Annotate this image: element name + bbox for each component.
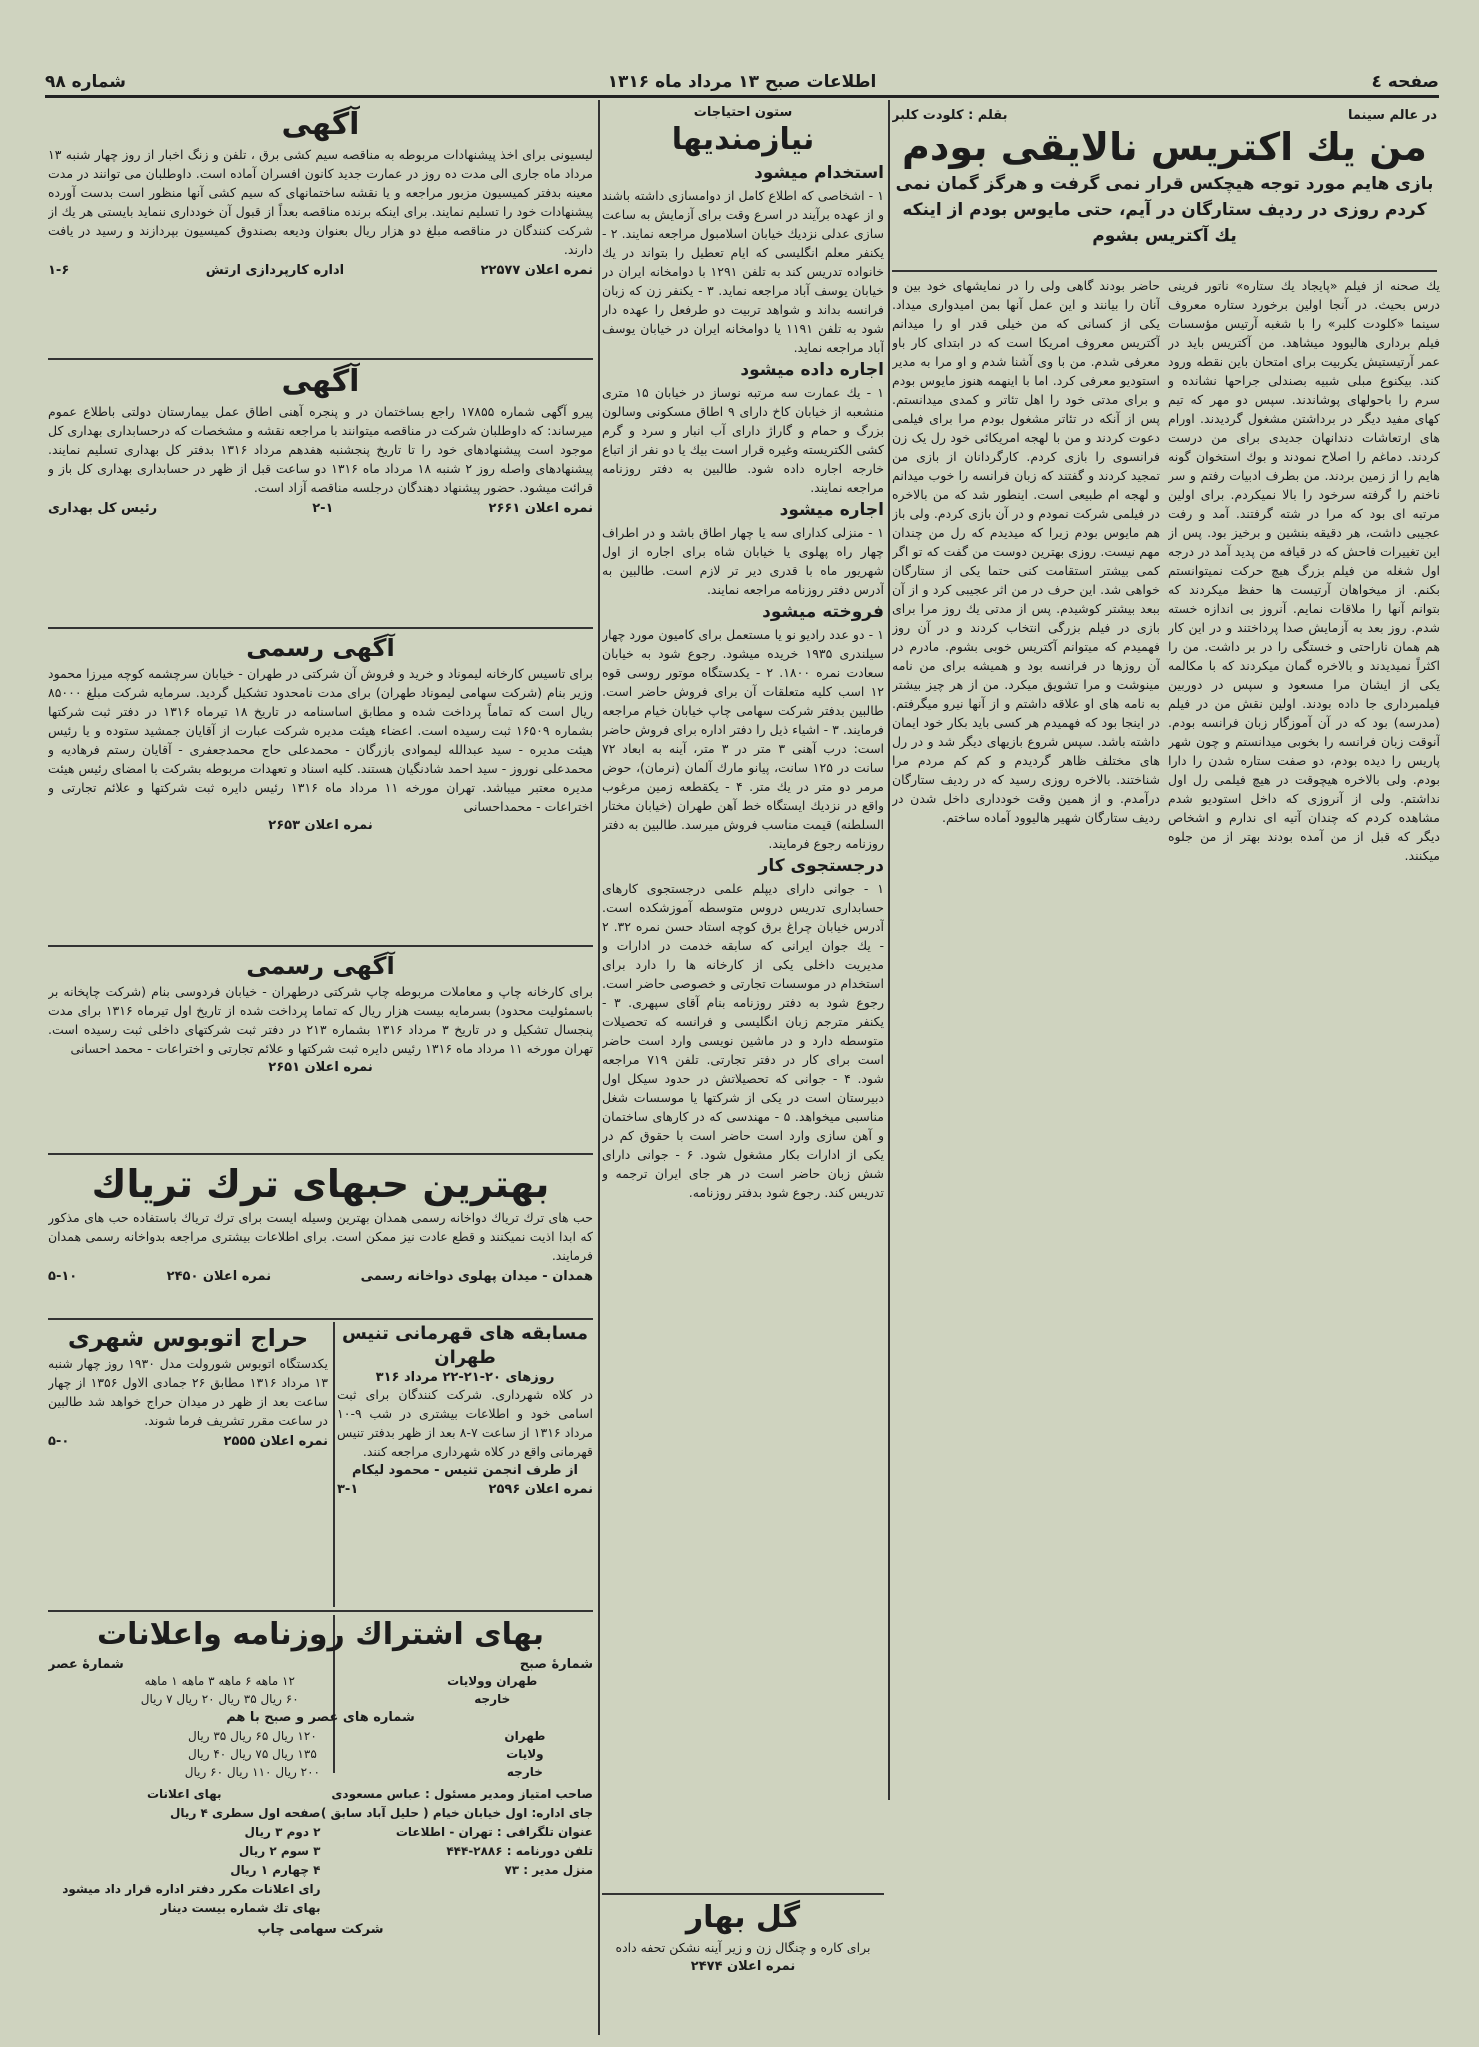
column-rule [598,100,600,2035]
ad-note: رای اعلانات مکرر دفتر اداره قرار داد میشود [62,1882,321,1896]
ad-number: نمره اعلان ۲۲۵۷۷ [480,263,593,278]
ad-title: گل بهار [685,1900,801,1935]
evening-label: شمارهٔ عصر [48,1657,124,1672]
article-column-1 [1168,276,1440,2026]
ad-price-row: ۴ چهارم ۱ ریال [230,1863,321,1877]
article-column-2 [892,276,1160,2026]
row-label: طهران [504,1729,546,1743]
printer: شرکت سهامی چاپ [257,1922,384,1937]
rule [48,1153,593,1155]
ad-price-list [48,1785,321,1918]
row-label: خارجه [506,1765,543,1779]
section-text: ۱ - دو عدد رادیو نو یا مستعمل برای کامیون مورد چهار سیلندری ۱۹۳۵ خریده میشود. رجوع شود به خیابان سعادت نمره ۱۸۰۰. ۲ - یکدستگاه موتور روسی قوه ۱۲ اسب کلیه متعلقات آن برای فروش حاضر است. طالبین بدفتر شرکت سهامی چاپ خیابان خیام مراجعه فرمایند. ۳ - اشیاء ذیل را دفتر اداره برای فروش حاضر است: درب آهنی ۳ متر در ۳ متر، آینه به ابعاد ۷۲ سانت در ۱۲۵ سانت، پیانو مارك آلمان (نرمان)، حوض مرمر دو متر در یك متر. ۴ - یکقطعه زمین مرغوب واقع در نزدیك ایستگاه خط آهن طهران (خیابان مختار السلطنه) قیمت مناسب فروش میرسد. طالبین به دفتر روزنامه رجوع فرمایند. [602,627,884,851]
ad-number: نمره اعلان ۲۶۵۱ [268,1060,373,1075]
ad-text: حب های ترك تریاك دواخانه رسمی همدان بهترین وسیله ایست برای ترك تریاك باستفاده حب های مذکور که ابدا اذیت نمیکنند و قطع عادت نیز ممکن است. برای اطلاعات بیشتری مراجعه بدواخانه رسمی همدان فرمایند. [48,1210,593,1263]
ad-number: نمره اعلان ۲۴۵۰ [166,1269,272,1284]
ad-number: نمره اعلان ۲۵۹۶ [488,1482,593,1497]
ad-title: حراج اتوبوس شهری [67,1324,309,1352]
ad-title: آگهی رسمی [246,952,395,980]
ad-title: بهترین حبهای ترك تریاك [91,1162,550,1206]
rule [48,1610,593,1612]
ad-code: ۲-۱ [312,501,334,516]
row-label: طهران وولایات [447,1674,538,1688]
ad-text: در کلاه شهرداری. شرکت کنندگان برای ثبت اسامی خود و اطلاعات بیشتری در شب ۹-۱۰ مرداد ۱۳۱۶ از ساعت ۷-۸ بعد از ظهر بدفتر تنیس قهرمانی واقع در کلاه شهرداری مراجعه کنند. [337,1387,593,1459]
morning-label: شمارهٔ صبح [519,1657,593,1672]
column-rule [333,1322,335,1607]
home-phone: منزل مدیر : ۷۳ [504,1863,593,1877]
ad-signature: از طرف انجمن تنیس - محمود لیکام [351,1463,579,1478]
section-heading: فروخته میشود [762,602,884,622]
table-row [48,1690,593,1708]
section-heading: اجاره میشود [779,500,884,520]
section-text: ۱ - جوانی دارای دیپلم علمی درجستجوی کارهای حسابداری تدریس دروس متوسطه آموزشکده است. آدرس خیابان چراغ برق کوچه استاد حسن نمره ۳۲. ۲ - یك جوان ایرانی که سابقه خدمت در ادارات و مدیریت داخلی یکی از کارخانه ها را دارد برای استخدام در موسسات تجارتی و خصوصی حاضر است. رجوع شود به دفتر روزنامه بنام آقای سپهری. ۳ - یکنفر مترجم زبان انگلیسی و فرانسه که تحصیلات متوسطه دارد و در ماشین نویسی وارد است حاضر است برای کار در دفتر تجارتی. تلفن ۷۱۹ مراجعه شود. ۴ - جوانی که تحصیلاتش در حدود سیکل اول دبیرستان است در یکی از شرکتها یا موسسات شغل مناسبی میخواهد. ۵ - مهندسی که در کارهای ساختمان و آهن سازی وارد است حاضر است با حقوق کم در یکی از ادارات بکار مشغول شود. ۶ - جوانی دارای شش زبان حاضر است در هر جای ایران ترجمه و تدریس کند. رجوع شود بدفتر روزنامه. [602,881,884,1200]
ad-text: برای تاسیس کارخانه لیموناد و خرید و فروش آن شرکتی در طهران - خیابان سرچشمه کوچه میرزا محمود وزیر بنام (شرکت سهامی لیموناد طهران) برای مدت نامحدود تشکیل گردید. سرمایه شرکت مبلغ ۸۵۰۰۰ ریال است که تماماً پرداخت شده و مطابق اساسنامه در تاریخ ۱۸ تیرماه ۱۳۱۶ در دفتر ثبت شرکتها بشماره ۱۶۵۰۹ ثبت رسیده است. اعضاء هیئت مدیره شرکت عبارت از آقایان جمشید ستوده و یا رئیس هیئت مدیره - سید عبدالله لیموادی بازرگان - محمدعلی حاج محمدجعفری - آقایان رستم فرهادیه و محمدعلی نوروز - سید احمد شادنگیان هستند. کلیه اسناد و تعهدات مربوطه بشرکت با امضای رئیس هیئت مدیره معتبر میباشد. تهران مورخه ۱۱ مرداد ماه ۱۳۱۶ رئیس دایره ثبت شرکتها و علائم تجارتی و اختراعات - محمداحسانی [48,666,593,814]
row-label: خارجه [474,1692,511,1706]
ad-signature: رئیس کل بهداری [48,501,158,516]
official-notice-2 [48,950,593,1150]
column-rule [888,100,890,1800]
ad-text: لیسیونی برای اخذ پیشنهادات مربوطه به مناقصه سیم کشی برق ، تلفن و زنگ اخبار از روز چهار شنبه ۱۳ مرداد ماه جاری الی مدت ده روز در عمارت جدید کانون افسران آماده است. داوطلبان می توانند در مدت معینه بدفتر کمیسیون مزبور مراجعه و یا نقشه ساختمانهای که سیم کشی آنها منظور است بدست آورده پیشنهادات خود را تسلیم نمایند. برای اینکه برنده مناقصه بعداً از قبول آن خودداری ننماید بایستی هر یك از شرکت کنندگان در مناقصه مبلغ دو هزار ریال بعنوان ودیعه بصندوق کمیسیون بپردازند و رسید در یافت دارند. [48,147,593,257]
column-label: ستون احتیاجات [693,105,793,120]
section-text: ۱ - یك عمارت سه مرتبه نوساز در خیابان ۱۵ متری منشعبه از خیابان کاخ دارای ۹ اطاق مسکونی وسالون بزرگ و حمام و گاراژ دارای آب انبار و سرد و گرم کشی الکتریسته وغیره قرار است بیك یا دو نفر از اتباع خارجه اجاره داده شود. طالبین به دفتر روزنامه مراجعه نمایند. [602,385,884,495]
bus-auction-ad [48,1322,328,1607]
row-value: ۶۰ ریال ۳۵ ریال ۲۰ ریال ۷ ریال [140,1692,299,1706]
ad-number: نمره اعلان ۲۶۶۱ [488,501,593,516]
section-heading: اجاره داده میشود [740,360,884,380]
rule [48,627,593,629]
issue-number: شماره ۹۸ [45,72,127,92]
ad-number: نمره اعلان ۲۵۵۵ [223,1434,328,1449]
byline: بقلم : کلودت کلبر [892,108,1008,123]
ad-title: مسابقه های قهرمانی تنیس طهران [341,1323,589,1368]
flower-ad [602,1898,884,2028]
ad-text: پیرو آگهی شماره ۱۷۸۵۵ راجع بساختمان در و پنجره آهنی اطاق عمل بیمارستان دولتی باطلاع عموم میرساند: که داوطلبان شرکت در مناقصه میتوانند با مراجعه نقشه و مشخصات که درحسابداری بهداری کل موجود است پیشنهادهای خود را تا تاریخ پنجشنبه هفدهم مرداد ۱۳۱۶ بدفتر کل بهداری تسلیم نمایند. پیشنهادهای واصله روز ۲ شنبه ۱۸ مرداد ماه ۱۳۱۶ دو ساعت قبل از ظهر در حسابداری بهداری کل باز و قرائت میشود. حضور پیشنهاد دهندگان درجلسه مناقصه آزاد است. [48,404,593,495]
row-value: ۱۲ ماهه ۶ ماهه ۳ ماهه ۱ ماهه [144,1674,295,1688]
ad-number: نمره اعلان ۲۶۵۳ [268,818,373,833]
combined-label: شماره های عصر و صبح با هم [226,1710,415,1725]
table-row [48,1672,593,1690]
ad-title: آگهی [281,107,360,142]
issue-date: اطلاعات صبح ۱۳ مرداد ماه ۱۳۱۶ [607,72,877,92]
article-subtitle: بازی هایم مورد توجه هیچکس قرار نمی گرفت و هرگز گمان نمی کردم روزی در ردیف ستارگان در آیم، حتی مایوس بودم از اینکه یك آکتریس بشوم [895,174,1434,246]
rule [48,358,593,360]
publisher-info [321,1785,594,1918]
owner: صاحب امتیاز ومدیر مسئول : عباس مسعودی [331,1787,593,1801]
ad-price-row: صفحه اول سطری ۴ ریال [170,1806,321,1820]
rule [892,270,1437,272]
article-text: یك صحنه از فیلم «پایجاد یك ستاره» ناتور فرینی درس بحیث. در آنجا اولین برخورد ستاره معروف سینما «كلودت كلبر» را با شغبه آرتیس مؤسسات فیلم برداری هالیوود میشاهد. من آکتریس باید در عمر آرتیستیش یکربیت برای امتحان باین نقطه ورود کند. بیکنوع مبلی شبیه بصندلی جراحها نشانده و سرم را باحولهای پوشاندند. سپس دو مهر که تیم کهای مفید دیگر در برداشتن مشغول گردیدند. اورام های ارتعاشات دندانهان جدیدی برای من درست کردند. دماغم را اصلاح نمودند و بوك استخوان گونه هایم را از زمین بردند. من بطرف ادبیات رفتم و سر ناخنم را گرفته سرخود را بالا نمیکردم. برای اولین مرتبه ای بود که مرا در شته گرفتند. آمد و رفت عجیبی داشت، هر دقیقه بنشین و برخیز بود. پس از این تغییرات فاحش که در قیافه من پدید آمد در درجه اول شغله من فیلم بزرگ هیچ حرکت نمیتوانستم بکنم. از میخواهان آرتیست ها حفظ میکردند که بتوانم آنها را ملاقات نمایم. آنروز بی اندازه خسته شدم. روز بعد به آزمایش صدا پرداختند و در این کار هم همان ناراحتی و خستگی را در بر داشت. من را اکثراً نمیدیدند و بالاخره گمان میکردند که با مکالمه یکی از ایشان مرا مسعود و سپس در دوربین فیلمبرداری جا داده بودند. اولین نقش من در فیلم (مدرسه) بود که در آن آموزگار زبان فرانسه بودم. آنوقت زبان فرانسه را بخوبی میدانستم و چون شهر پاریس را دیده بودم، دو صفت ستاره شدن را دارا بودم. ولی بالاخره هیچوقت در هیچ فیلمی رل اول نداشتم. ولی از آنروزی که داخل استودیو شدم مشاهده کردم که چندان آتیه ای ندارم و اشخاص دیگر که قبل از من آمده بودند بهتر از من جلوه میکنند. [1168,278,1440,863]
opium-ad [48,1160,593,1310]
section-heading: درجستجوی کار [758,856,884,876]
row-value: ۱۲۰ ریال ۶۵ ریال ۳۵ ریال [188,1729,317,1743]
ad-code: ۳-۱ [337,1482,359,1497]
ad-title: آگهی [281,364,360,399]
ad-text: برای کاره و چنگال زن و زیر آینه نشکن تحفه داده [615,1940,871,1955]
ad-code: ۵-۱۰ [48,1269,78,1284]
section-heading: استخدام میشود [754,163,884,183]
rule [48,945,593,947]
ad-text: یکدستگاه اتوبوس شورولت مدل ۱۹۳۰ روز چهار شنبه ۱۳ مرداد ۱۳۱۶ مطابق ۲۶ جمادی الاول ۱۳۵۶ از چهار ساعت بعد از ظهر در میدان حراج خواهد شد طالبین در ساعت مقرر تشریف فرما شوند. [48,1356,328,1428]
table-row [48,1763,593,1781]
article-text: حاضر بودند گاهی ولی را در نمایشهای خود بین و آنان را بیانند و این عمل آنها بمن امیدواری میداد. یکی از کسانی که من خیلی قدر او را میدانم آکتریس معروف امریکا است که در ابتدای کار باو معرفی شدم. من با وی آشنا شدم و او مرا به مدیر استودیو معرفی کرد. اما با اینهمه هنوز مایوس بودم و برای مدتی خود را اهل تئاتر و کمدی میدانستم. پس از آنکه در تئاتر مشغول بودم مرا برای فیلمی دعوت کردند و من با لهجه امریکائی خود رل یک زن فرانسوی را بازی کردم. کارگردانان از بازی من تمجید کردند و گفتند که زبان فرانسه را خوب میدانم و لهجه ام طبیعی است. اینطور شد که من بالاخره در فیلمی شرکت نمودم و در آن بازی کردم. ولی باز هم مایوس بودم زیرا که میدیدم که رل من چندان مهم نیست. روزی بهترین دوست من گفت که تو اگر کمی بیشتر استقامت کنی حتما یکی از ستارگان خواهی شد. این حرف در من اثر عجیبی کرد و از آن ببعد بیشتر کوشیدم. پس از مدتی یك روز مرا برای بازی در فیلم بزرگی انتخاب کردند و در آن روز فهمیدم که میتوانم آکتریس خوبی بشوم. مادرم در آن روزها در فرانسه بود و همیشه برای من نامه مینوشت و مرا تشویق میکرد. من از هر چیز بیشتر به نامه های او علاقه داشتم و از آنها نیرو میگرفتم. در اینجا بود که فهمیدم هر کسی باید بکار خود ایمان داشته باشد. سپس شروع بازیهای دیگر شد و در رل های مختلف ظاهر گردیدم و کم کم مردم مرا شناختند. بالاخره روزی رسید که در ردیف ستارگان درآمدم. و از همین وقت خودداری داخل شدن در ردیف ستارگان شهیر هالیوود آماده ساختم. [892,278,1160,825]
ad-number: نمره اعلان ۲۴۷۴ [690,1959,796,1974]
ad-price-row: ۲ دوم ۳ ریال [244,1825,321,1839]
ad-signature: همدان - میدان پهلوی دواخانه رسمی [360,1269,593,1284]
table-row [48,1727,593,1745]
ad-price-row: ۳ سوم ۲ ریال [238,1844,321,1858]
combined-table [48,1727,593,1781]
tennis-ad [337,1322,593,1607]
header-rule [45,95,1439,98]
row-value: ۲۰۰ ریال ۱۱۰ ریال ۶۰ ریال [184,1765,320,1779]
section-label: در عالم سینما [1347,108,1437,123]
page-header [45,72,1439,92]
ad-title: آگهی رسمی [246,634,395,662]
needs-title: نیازمندیها [671,122,815,157]
price-table [48,1672,593,1708]
rule [602,1893,884,1895]
ad-signature: اداره کارپردازی ارتش [205,263,345,278]
telegraph: عنوان تلگرافی : تهران - اطلاعات [395,1825,593,1839]
subscription-title: بهای اشتراك روزنامه واعلانات [97,1617,544,1652]
ad-price-title: بهای اعلانات [146,1787,222,1801]
single-price: بهای تك شماره بیست دینار [160,1901,321,1915]
section-text: ۱ - منزلی کدارای سه یا چهار اطاق باشد و در اطراف چهار راه پهلوی یا خیابان شاه برای اجاره از اول شهریور ماه با قدری دیر تر لازم است. طالبین به آدرس دفتر روزنامه مراجعه نمایند. [602,525,884,597]
page-number: صفحه ٤ [1371,72,1439,92]
address: جای اداره: اول خیابان خیام ( حلیل آباد سابق ) [320,1806,593,1820]
ad-code: ۱-۶ [48,263,70,278]
ad-code: ۵-۰ [48,1434,70,1449]
table-row [48,1745,593,1763]
ad-notice-1 [48,105,593,355]
ad-subtitle: روزهای ۲۰-۲۱-۲۲ مرداد ۳۱۶ [375,1370,555,1385]
subscription-box [48,1615,593,2035]
needs-column [602,105,884,1890]
ad-notice-2 [48,362,593,624]
phone: تلفن دورنامه : ۲۸۸۶-۴۴۴ [446,1844,593,1858]
row-value: ۱۳۵ ریال ۷۵ ریال ۴۰ ریال [188,1747,317,1761]
official-notice-1 [48,632,593,942]
section-text: ۱ - اشخاصی که اطلاع کامل از دوامسازی داشته باشند و از عهده برآیند در اسرع وقت برای آزمایش به ساعت سازی عدلی نزدیك خیابان اسلامبول مراجعه نمایند. ۲ - یکنفر معلم انگلیسی که ایام تعطیل را بتواند در یك خانواده تدریس کند به تلفن ۱۲۹۱ با دوامخانه ایران در خیابان یوسف آباد مراجعه نماید. ۳ - یکنفر زن که زبان فرانسه بداند و شواهد تربیت دو طرفعل را عهده دار شود به تلفن ۱۱۹۱ یا دوامخانه ایران در خیابان یوسف آباد مراجعه نماید. [602,188,884,355]
article-title: من یك اکتریس نالایقی بودم [902,125,1427,169]
row-label: ولایات [506,1747,544,1761]
rule [48,1318,593,1320]
ad-text: برای کارخانه چاپ و معاملات مربوطه چاپ شرکتی درطهران - خیابان فردوسی بنام (شرکت چاپخانه بر باسمئولیت محدود) بسرمایه بیست هزار ریال که تماما پرداخت شده از تاریخ اول تیرماه ۱۳۱۶ برای مدت پنجسال تشکیل و در تاریخ ۳ مرداد ۱۳۱۶ بشماره ۲۱۳ در دفتر ثبت شرکتهای داخلی ثبت رسیده است. تهران مورخه ۱۱ مرداد ماه ۱۳۱۶ رئیس دایره ثبت شرکتها و علائم تجارتی و اختراعات - محمد احسانی [48,984,593,1056]
cinema-heading [892,108,1437,268]
